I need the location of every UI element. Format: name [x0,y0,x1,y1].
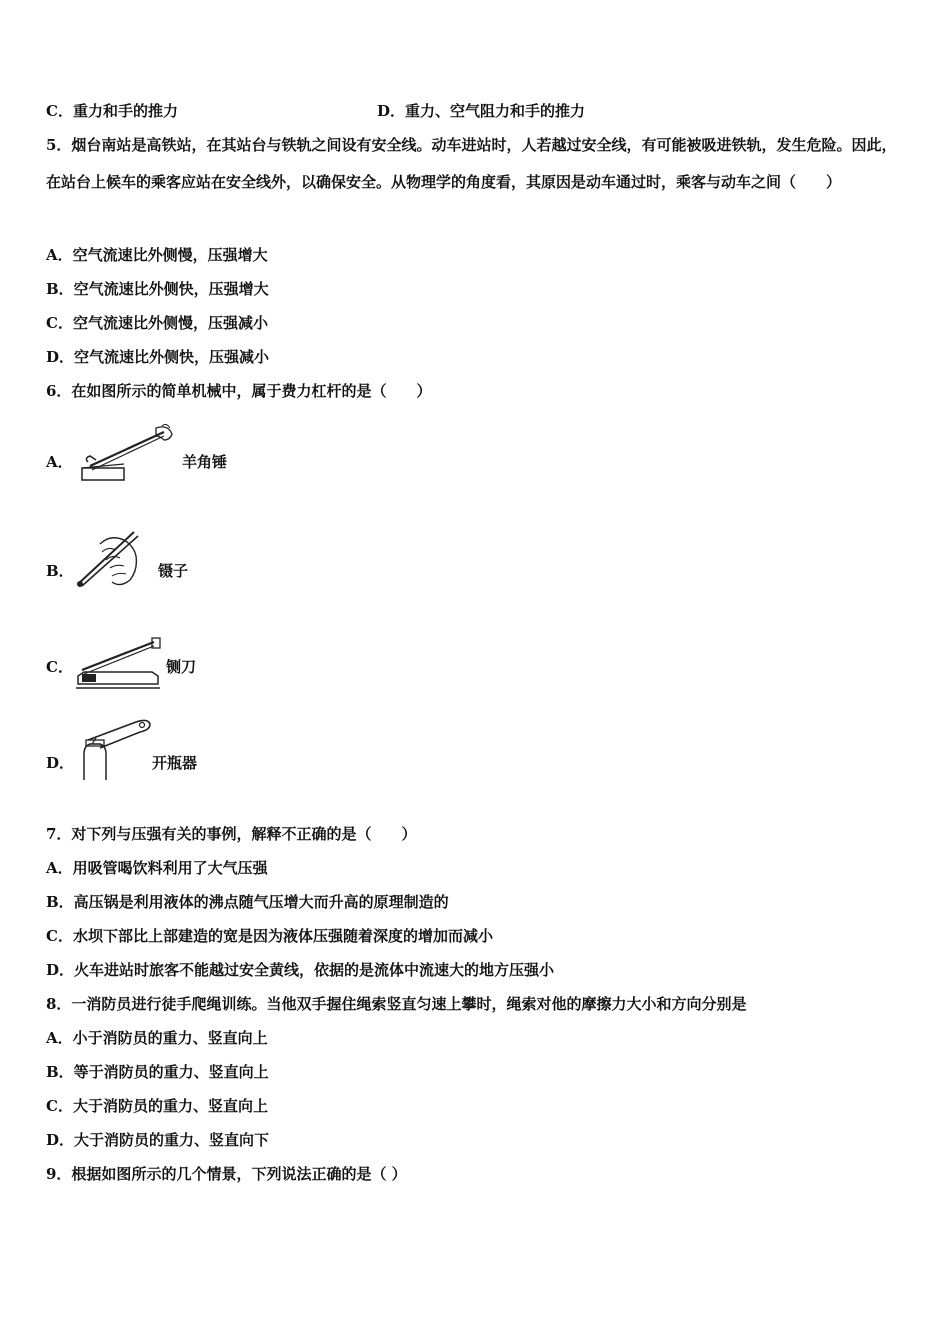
q5-option-c: C．空气流速比外侧慢，压强减小 [46,314,268,332]
q8-stem: 8．一消防员进行徒手爬绳训练。当他双手握住绳索竖直匀速上攀时，绳索对他的摩擦力大小和方向分别是 [46,995,747,1013]
q6-option-d-letter: D． [46,754,75,772]
q8-option-d: D．大于消防员的重力、竖直向下 [46,1131,270,1149]
q6-option-c-name: 铡刀 [166,658,197,676]
q7-option-a: A．用吸管喝饮料利用了大气压强 [46,859,268,877]
q6-option-a-name: 羊角锤 [182,453,228,471]
q7-stem: 7．对下列与压强有关的事例，解释不正确的是（ ） [46,825,417,843]
q7-option-c: C．水坝下部比上部建造的宽是因为液体压强随着深度的增加而减小 [46,927,493,945]
q8-option-b: B．等于消防员的重力、竖直向上 [46,1063,269,1081]
q5-option-b: B．空气流速比外侧快，压强增大 [46,280,269,298]
q4-option-d: D．重力、空气阻力和手的推力 [377,102,586,120]
q7-option-d: D．火车进站时旅客不能越过安全黄线，依据的是流体中流速大的地方压强小 [46,961,555,979]
claw-hammer-icon [78,424,176,486]
q7-option-b: B．高压锅是利用液体的沸点随气压增大而升高的原理制造的 [46,893,449,911]
guillotine-cutter-icon [74,634,164,692]
q6-stem: 6．在如图所示的简单机械中，属于费力杠杆的是（ ） [46,382,432,400]
q6-option-c-letter: C． [46,658,73,676]
q6-option-d-name: 开瓶器 [152,754,198,772]
q8-option-a: A．小于消防员的重力、竖直向上 [46,1029,268,1047]
q4-option-c: C．重力和手的推力 [46,102,178,120]
q9-stem: 9．根据如图所示的几个情景，下列说法正确的是（ ） [46,1165,407,1183]
bottle-opener-icon [76,714,154,782]
q5-option-d: D．空气流速比外侧快，压强减小 [46,348,270,366]
q6-option-a-letter: A． [46,453,73,471]
q6-option-b-letter: B． [46,562,74,580]
q6-option-b-name: 镊子 [158,562,189,580]
q5-option-a: A．空气流速比外侧慢，压强增大 [46,246,268,264]
q5-stem: 5．烟台南站是高铁站，在其站台与铁轨之间设有安全线。动车进站时，人若越过安全线，有可能被吸进铁轨，发生危险。因此，在站台上候车的乘客应站在安全线外，以确保安全。从物理学的角度看，其原因是动车通过时，乘客与动车之间（ ） [46,136,897,191]
q8-option-c: C．大于消防员的重力、竖直向上 [46,1097,268,1115]
tweezers-icon [72,526,154,592]
